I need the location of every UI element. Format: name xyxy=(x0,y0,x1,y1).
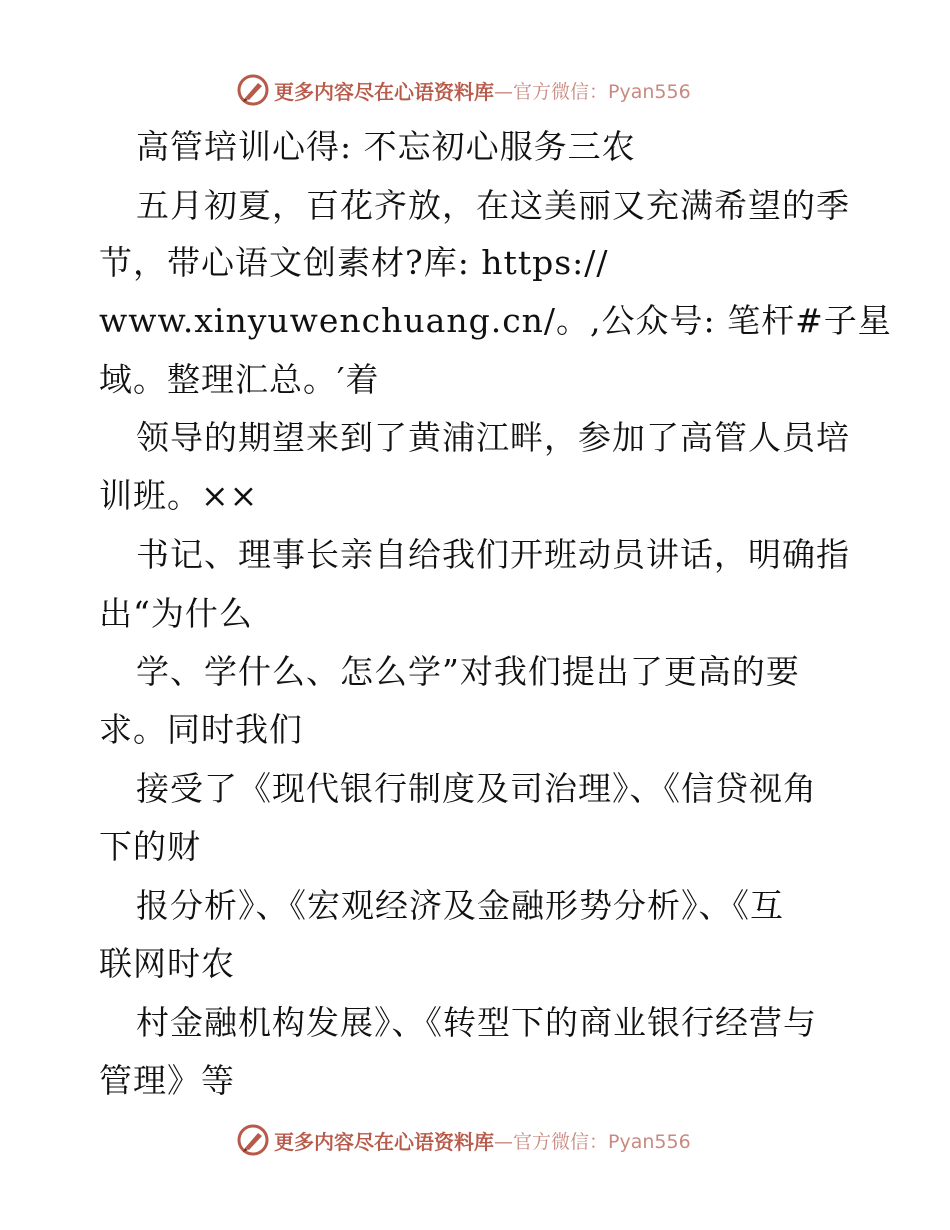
text-line: 出“为什么 xyxy=(99,594,253,633)
text-line: 联网时农 xyxy=(99,944,235,983)
text-line: 书记、理事长亲自给我们开班动员讲话，明确指 xyxy=(136,535,850,574)
watermark-contact: —官方微信：Pyan556 xyxy=(494,80,691,103)
text-line: 训班。×× xyxy=(99,476,259,515)
watermark-contact: —官方微信：Pyan556 xyxy=(494,1130,691,1153)
watermark-header xyxy=(236,72,691,108)
pen-logo-icon xyxy=(236,73,270,107)
text-line: 域。整理汇总。′着 xyxy=(99,360,380,399)
text-line: 管理》等 xyxy=(99,1061,235,1100)
watermark-brand: 更多内容尽在心语资料库 xyxy=(274,1129,494,1154)
text-line: 报分析》、《宏观经济及金融形势分析》、《互 xyxy=(136,886,784,925)
text-line: 学、学什么、怎么学”对我们提出了更高的要 xyxy=(136,652,800,691)
text-line: 领导的期望来到了黄浦江畔，参加了高管人员培 xyxy=(136,418,850,457)
pen-logo-icon xyxy=(236,1123,270,1157)
text-line: 接受了《现代银行制度及司治理》、《信贷视角 xyxy=(136,769,817,808)
text-line: www.xinyuwenchuang.cn/。,公众号: 笔杆#子星 xyxy=(99,301,892,340)
text-line: 五月初夏，百花齐放，在这美丽又充满希望的季 xyxy=(136,186,850,225)
text-line: 节，带心语文创素材?库: https:// xyxy=(99,243,609,282)
watermark-brand: 更多内容尽在心语资料库 xyxy=(274,79,494,104)
text-line: 求。同时我们 xyxy=(99,710,303,749)
text-line: 下的财 xyxy=(99,827,201,866)
text-line: 村金融机构发展》、《转型下的商业银行经营与 xyxy=(136,1003,817,1042)
document-title: 高管培训心得: 不忘初心服务三农 xyxy=(136,127,636,166)
watermark-footer xyxy=(236,1122,691,1158)
